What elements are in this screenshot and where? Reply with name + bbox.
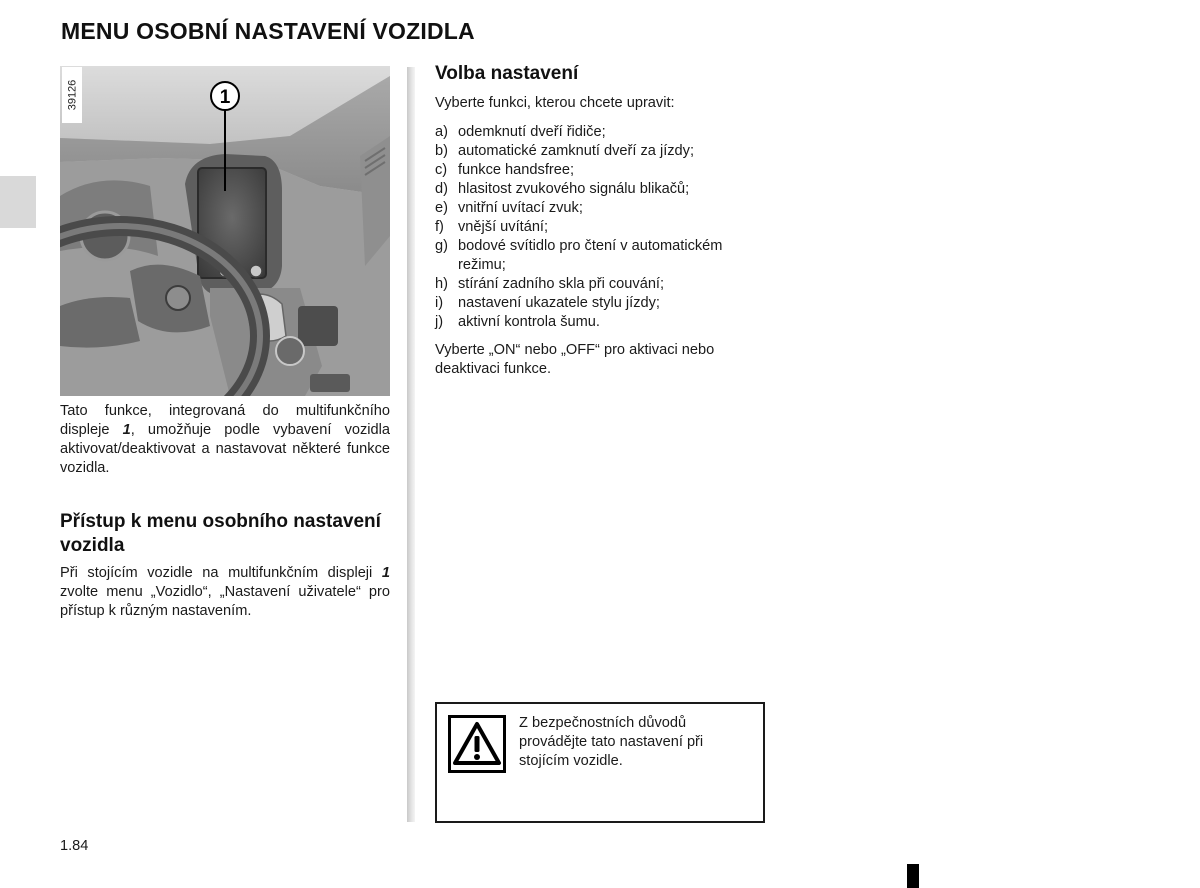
edge-marker bbox=[907, 864, 919, 888]
settings-options-list bbox=[435, 123, 770, 332]
display-reference: 1 bbox=[122, 422, 131, 438]
page-title: MENU OSOBNÍ NASTAVENÍ VOZIDLA bbox=[61, 18, 475, 44]
list-item: i) nastavení ukazatele stylu jízdy; bbox=[435, 295, 660, 311]
page-number: 1.84 bbox=[60, 838, 89, 854]
list-item: g) bodové svítidlo pro čtení v automatickém režimu; bbox=[435, 238, 723, 273]
access-paragraph: Při stojícím vozidle na multifunkčním displeji 1 zvolte menu „Vozidlo“, „Nastavení uživatele“ pro přístup k různým nastavením. bbox=[60, 565, 390, 619]
intro-paragraph: Tato funkce, integrovaná do multifunkčního displeje 1, umožňuje podle vybavení vozidla aktivovat/deaktivovat a nastavovat některé funkce vozidla. bbox=[60, 403, 390, 476]
display-reference: 1 bbox=[381, 565, 390, 581]
chapter-tab bbox=[0, 176, 36, 228]
callout-number: 1 bbox=[219, 87, 231, 108]
settings-intro: Vyberte funkci, kterou chcete upravit: bbox=[435, 95, 675, 111]
list-item: c) funkce handsfree; bbox=[435, 162, 575, 178]
figure-reference-number: 39126 bbox=[66, 79, 78, 111]
dashboard-illustration bbox=[60, 66, 390, 396]
list-item: b) automatické zamknutí dveří za jízdy; bbox=[435, 143, 695, 159]
list-item: a) odemknutí dveří řidiče; bbox=[435, 124, 606, 140]
list-item: h) stírání zadního skla při couvání; bbox=[435, 276, 665, 292]
list-item: e) vnitřní uvítací zvuk; bbox=[435, 200, 583, 216]
settings-note: Vyberte „ON“ nebo „OFF“ pro aktivaci nebo deaktivaci funkce. bbox=[435, 342, 715, 377]
access-heading: Přístup k menu osobního nastavení vozidla bbox=[60, 511, 381, 556]
warning-text: Z bezpečnostních důvodů provádějte tato nastavení při stojícím vozidle. bbox=[519, 715, 704, 769]
warning-triangle-icon bbox=[448, 715, 506, 773]
column-divider bbox=[407, 67, 415, 822]
settings-heading: Volba nastavení bbox=[435, 63, 579, 84]
list-item: f) vnější uvítání; bbox=[435, 219, 549, 235]
list-item: j) aktivní kontrola šumu. bbox=[435, 314, 600, 330]
warning-box bbox=[435, 702, 765, 823]
figure-reference bbox=[62, 67, 82, 123]
list-item: d) hlasitost zvukového signálu blikačů; bbox=[435, 181, 690, 197]
